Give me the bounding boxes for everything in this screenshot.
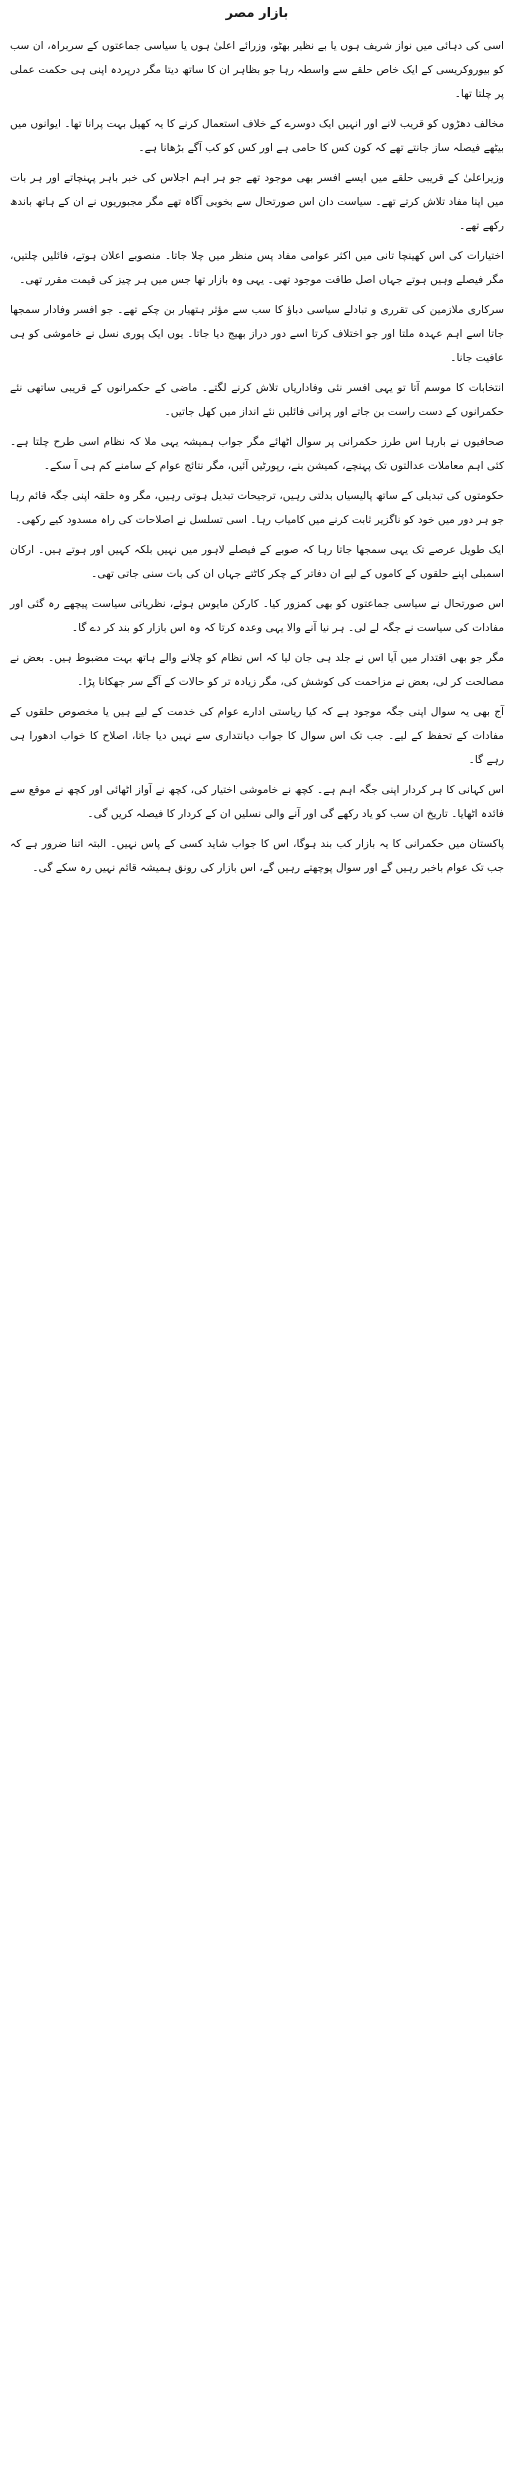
article-body (10, 34, 504, 880)
paragraph: حکومتوں کی تبدیلی کے ساتھ پالیسیاں بدلتی رہیں، ترجیحات تبدیل ہوتی رہیں، مگر وہ حلقہ اپنی جگہ قائم رہا جو ہر دور میں خود کو ناگزیر ثابت کرنے میں کامیاب رہا۔ اسی تسلسل نے اصلاحات کی راہ مسدود کیے رکھی۔ (10, 490, 504, 526)
paragraph: سرکاری ملازمین کی تقرری و تبادلے سیاسی دباؤ کا سب سے مؤثر ہتھیار بن چکے تھے۔ جو افسر وفادار سمجھا جاتا اسے اہم عہدہ ملتا اور جو اختلاف کرتا اسے دور دراز بھیج دیا جاتا۔ یوں ایک پوری نسل نے خاموشی کو ہی عافیت جانا۔ (10, 304, 504, 364)
paragraph: مخالف دھڑوں کو قریب لانے اور انہیں ایک دوسرے کے خلاف استعمال کرنے کا یہ کھیل بہت پرانا تھا۔ ایوانوں میں بیٹھے فیصلہ ساز جانتے تھے کہ کون کس کا حامی ہے اور کس کو کب آگے بڑھانا ہے۔ (10, 118, 504, 154)
paragraph: اس کہانی کا ہر کردار اپنی جگہ اہم ہے۔ کچھ نے خاموشی اختیار کی، کچھ نے آواز اٹھائی اور کچھ نے موقع سے فائدہ اٹھایا۔ تاریخ ان سب کو یاد رکھے گی اور آنے والی نسلیں ان کے کردار کا فیصلہ کریں گی۔ (10, 784, 504, 820)
paragraph: ایک طویل عرصے تک یہی سمجھا جاتا رہا کہ صوبے کے فیصلے لاہور میں نہیں بلکہ کہیں اور ہوتے ہیں۔ ارکان اسمبلی اپنے حلقوں کے کاموں کے لیے ان دفاتر کے چکر کاٹتے جہاں ان کی بات سنی جاتی تھی۔ (10, 544, 504, 580)
paragraph: اسی کی دہائی میں نواز شریف ہوں یا بے نظیر بھٹو، وزرائے اعلیٰ ہوں یا سیاسی جماعتوں کے سربراہ، ان سب کو بیوروکریسی کے ایک خاص حلقے سے واسطہ رہا جو بظاہر ان کا ساتھ دیتا مگر درپردہ اپنی ہی حکمت عملی پر چلتا تھا۔ (10, 40, 504, 100)
paragraph: وزیراعلیٰ کے قریبی حلقے میں ایسے افسر بھی موجود تھے جو ہر اہم اجلاس کی خبر باہر پہنچاتے اور ہر بات میں اپنا مفاد تلاش کرتے تھے۔ سیاست دان اس صورتحال سے بخوبی آگاہ تھے مگر مجبوریوں نے ان کے ہاتھ باندھ رکھے تھے۔ (10, 172, 504, 232)
paragraph: صحافیوں نے بارہا اس طرز حکمرانی پر سوال اٹھائے مگر جواب ہمیشہ یہی ملا کہ نظام اسی طرح چلتا ہے۔ کئی اہم معاملات عدالتوں تک پہنچے، کمیشن بنے، رپورٹیں آئیں، مگر نتائج عوام کے سامنے کم ہی آ سکے۔ (10, 436, 504, 472)
column-title: بازار مصر (225, 6, 289, 21)
paragraph: پاکستان میں حکمرانی کا یہ بازار کب بند ہوگا، اس کا جواب شاید کسی کے پاس نہیں۔ البتہ اتنا ضرور ہے کہ جب تک عوام باخبر رہیں گے اور سوال پوچھتے رہیں گے، اس بازار کی رونق ہمیشہ قائم نہیں رہ سکے گی۔ (10, 838, 504, 874)
paragraph: انتخابات کا موسم آتا تو یہی افسر نئی وفاداریاں تلاش کرنے لگتے۔ ماضی کے حکمرانوں کے قریبی ساتھی نئے حکمرانوں کے دست راست بن جاتے اور پرانی فائلیں نئے انداز میں کھل جاتیں۔ (10, 382, 504, 418)
paragraph: اختیارات کی اس کھینچا تانی میں اکثر عوامی مفاد پس منظر میں چلا جاتا۔ منصوبے اعلان ہوتے، فائلیں چلتیں، مگر فیصلے وہیں ہوتے جہاں اصل طاقت موجود تھی۔ یہی وہ بازار تھا جس میں ہر چیز کی قیمت مقرر تھی۔ (10, 250, 504, 286)
paragraph: مگر جو بھی اقتدار میں آیا اس نے جلد ہی جان لیا کہ اس نظام کو چلانے والے ہاتھ بہت مضبوط ہیں۔ بعض نے مصالحت کر لی، بعض نے مزاحمت کی کوشش کی، مگر زیادہ تر کو حالات کے آگے سر جھکانا پڑا۔ (10, 652, 504, 688)
paragraph: آج بھی یہ سوال اپنی جگہ موجود ہے کہ کیا ریاستی ادارے عوام کی خدمت کے لیے ہیں یا مخصوص حلقوں کے مفادات کے تحفظ کے لیے۔ جب تک اس سوال کا جواب دیانتداری سے نہیں دیا جاتا، اصلاح کا خواب ادھورا ہی رہے گا۔ (10, 706, 504, 766)
paragraph: اس صورتحال نے سیاسی جماعتوں کو بھی کمزور کیا۔ کارکن مایوس ہوئے، نظریاتی سیاست پیچھے رہ گئی اور مفادات کی سیاست نے جگہ لے لی۔ ہر نیا آنے والا یہی وعدہ کرتا کہ وہ اس بازار کو بند کر دے گا۔ (10, 598, 504, 634)
